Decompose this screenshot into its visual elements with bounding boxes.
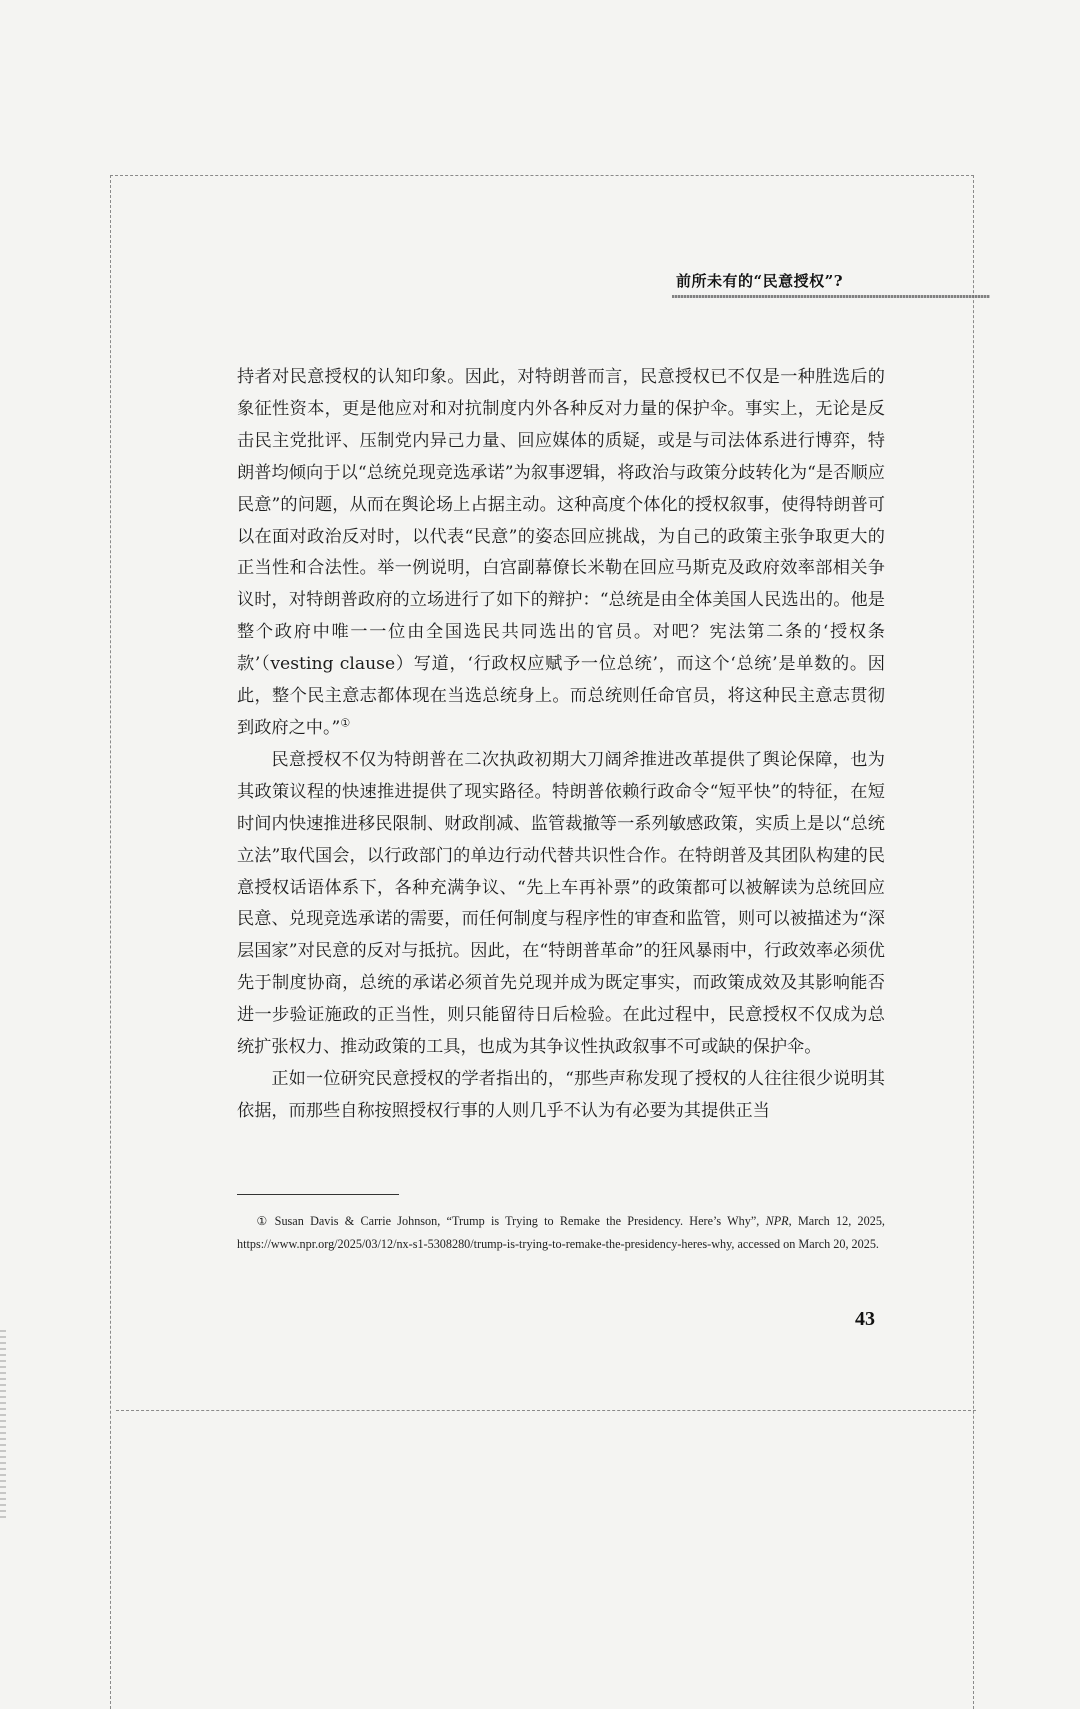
- footnote-source-name: NPR: [765, 1214, 789, 1228]
- footnote-text-before: Susan Davis & Carrie Johnson, “Trump is Trying to Remake the Presidency. Here’s Why”,: [274, 1214, 760, 1228]
- page-bottom-border: [116, 1410, 976, 1411]
- paragraph-2: 民意授权不仅为特朗普在二次执政初期大刀阔斧推进改革提供了舆论保障，也为其政策议程的快速推进提供了现实路径。特朗普依赖行政命令“短平快”的特征，在短时间内快速推进移民限制、财政削减、监管裁撤等一系列敏感政策，实质上是以“总统立法”取代国会，以行政部门的单边行动代替共识性合作。在特朗普及其团队构建的民意授权话语体系下，各种充满争议、“先上车再补票”的政策都可以被解读为总统回应民意、兑现竞选承诺的需要，而任何制度与程序性的审查和监管，则可以被描述为“深层国家”对民意的反对与抵抗。因此，在“特朗普革命”的狂风暴雨中，行政效率必须优先于制度协商，总统的承诺必须首先兑现并成为既定事实，而政策成效及其影响能否进一步验证施政的正当性，则只能留待日后检验。在此过程中，民意授权不仅成为总统扩张权力、推动政策的工具，也成为其争议性执政叙事不可或缺的保护伞。: [237, 749, 885, 1058]
- footnote-separator: [237, 1194, 399, 1195]
- footnote-text-after: , March 12, 2025, https://www.npr.org/2025/03/12/nx-s1-5308280/trump-is-trying-to-remake-the-presidency-heres-why, accessed on March 20, 2025.: [237, 1214, 885, 1251]
- header-rule: [672, 295, 990, 298]
- scan-edge-artifact: [0, 1330, 6, 1520]
- footnote-reference-mark[interactable]: ①: [340, 716, 351, 730]
- paragraph-1-text: 持者对民意授权的认知印象。因此，对特朗普而言，民意授权已不仅是一种胜选后的象征性资本，更是他应对和对抗制度内外各种反对力量的保护伞。事实上，无论是反击民主党批评、压制党内异己力量、回应媒体的质疑，或是与司法体系进行博弈，特朗普均倾向于以“总统兑现竞选承诺”为叙事逻辑，将政治与政策分歧转化为“是否顺应民意”的问题，从而在舆论场上占据主动。这种高度个体化的授权叙事，使得特朗普可以在面对政治反对时，以代表“民意”的姿态回应挑战，为自己的政策主张争取更大的正当性和合法性。举一例说明，白宫副幕僚长米勒在回应马斯克及政府效率部相关争议时，对特朗普政府的立场进行了如下的辩护：“总统是由全体美国人民选出的。他是整个政府中唯一一位由全国选民共同选出的官员。对吧？宪法第二条的‘授权条款’（vesting clause）写道，‘行政权应赋予一位总统’，而这个‘总统’是单数的。因此，整个民主意志都体现在当选总统身上。而总统则任命官员，将这种民主意志贯彻到政府之中。”: [237, 367, 885, 738]
- paragraph-3: 正如一位研究民意授权的学者指出的，“那些声称发现了授权的人往往很少说明其依据，而那些自称按照授权行事的人则几乎不认为有必要为其提供正当: [237, 1068, 885, 1121]
- running-header-title: 前所未有的“民意授权”?: [676, 272, 844, 290]
- page-number: 43: [855, 1308, 875, 1330]
- paragraph-1: [237, 362, 885, 745]
- main-text-block: [237, 362, 885, 1128]
- footnote-marker: ①: [256, 1214, 271, 1228]
- footnote: [237, 1210, 885, 1256]
